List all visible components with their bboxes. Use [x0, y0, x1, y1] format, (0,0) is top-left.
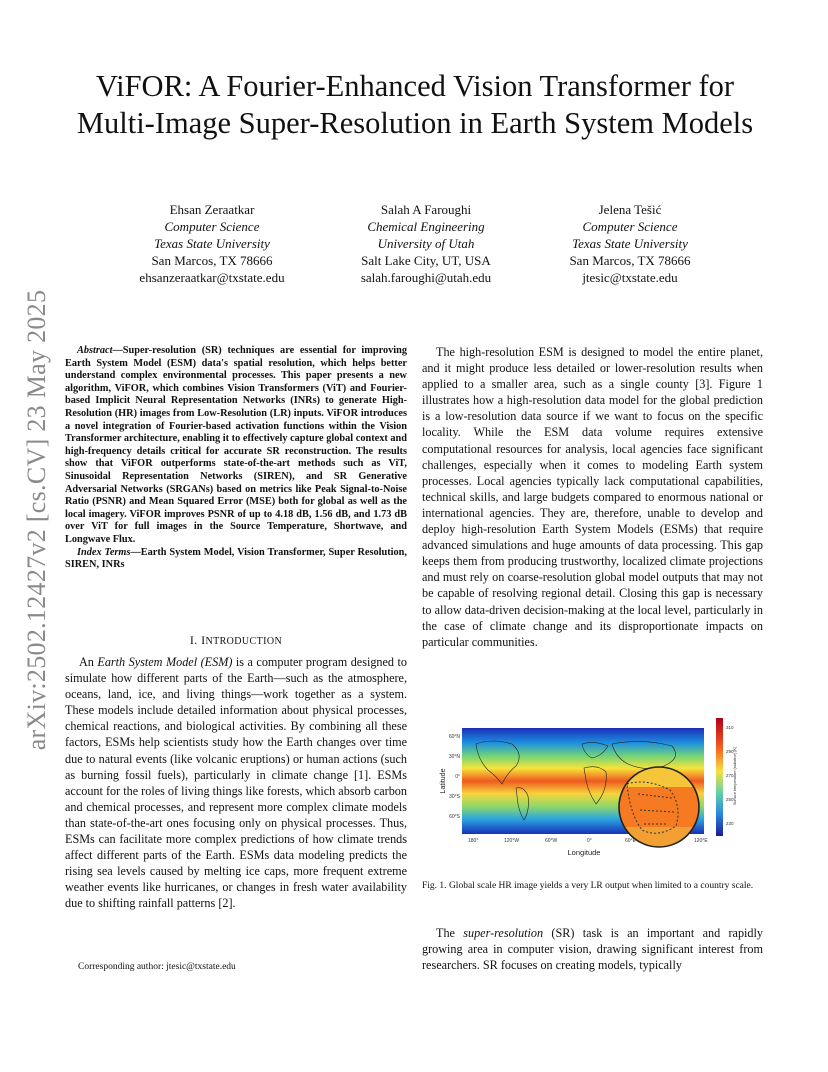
figure-1 [432, 714, 737, 860]
author-name: Salah A Faroughi [380, 202, 472, 217]
section-number: I. [189, 633, 198, 647]
lat-tick: 60°S [449, 814, 460, 820]
lat-tick: 60°N [448, 734, 460, 740]
figure-ylabel: Latitude [440, 768, 447, 794]
abstract-text: —Super-resolution (SR) techniques are essential for improving Earth System Model (ESM) data's spatial resolution, which helps better understand complex environmental processes. This paper presents a new algorithm, ViFOR, which combines Vision Transformers (ViT) and Fourier-based Implicit Neural Representation Networks (INRs) to generate High-Resolution (HR) images from Low-Resolution (LR) inputs. ViFOR introduces a novel integration of Fourier-based activation functions within the Vision Transformer architecture, enabling it to effectively capture global context and high-frequency details critical for accurate SR reconstruction. The results show that ViFOR outperforms state-of-the-art methods such as ViT, Sinusoidal Representation Networks (SIREN), and SR Generative Adversarial Networks (SRGANs) based on metrics like Peak Signal-to-Noise Ratio (PSNR) and Mean Squared Error (MSE) both for global as well as the local imagery. ViFOR improves PSNR of up to 4.18 dB, 1.56 dB, and 1.73 dB over ViT for full images in the Source Temperature, Shortwave, and Longwave Flux. [65, 345, 407, 545]
lon-tick: 180° [468, 838, 479, 844]
abstract [65, 345, 407, 572]
right-paragraph-text: The high-resolution ESM is designed to model the entire planet, and it might produce less detailed or lower-resolution results when applied to a smaller area, such as a single county [3]. Figure 1 illustrates how a high-resolution data model for the global prediction is a low-resolution data source if we want to focus on the specific locality. While the ESM data volume requires extensive computational resources for analysis, local agencies face significant challenges, especially when it comes to modeling Earth system processes. Local agencies typically lack computational capabilities, technical skills, and large budgets compared to enormous national or international agencies. They are, therefore, unable to develop and deploy high-resolution Earth System Models (ESMs) that require advanced simulations and huge amounts of data processing. This gap keeps them from producing trustworthy, localized climate projections and must rely on coarse-resolution global model outputs that may not be capable of resolving regional detail. Closing this gap is necessary to allow data-driven decision-making at the local level, particularly in the case of climate change and its disproportionate impacts on particular communities. [422, 345, 763, 649]
cbar-tick: 230 [726, 821, 734, 826]
figure-caption [422, 880, 763, 892]
section-heading [65, 633, 407, 648]
author-org: University of Utah [377, 236, 475, 251]
author-city: Salt Lake City, UT, USA [361, 253, 491, 268]
sr-term: super-resolution [463, 926, 544, 940]
author-1 [92, 201, 332, 286]
footnote: Corresponding author: jtesic@txstate.edu [78, 962, 236, 972]
lat-tick: 30°S [449, 794, 460, 800]
author-org: Texas State University [154, 236, 270, 251]
author-email: salah.faroughi@utah.edu [360, 270, 492, 285]
arxiv-side-stamp [22, 280, 52, 760]
lat-tick: 0° [455, 774, 460, 780]
caption-label: Fig. 1. [422, 881, 447, 891]
lon-tick: 120°W [504, 838, 520, 844]
lon-tick: 0° [587, 838, 592, 844]
author-email: jtesic@txstate.edu [582, 270, 678, 285]
index-terms-text: —Earth System Model, Vision Transformer, Super Resolution, SIREN, INRs [65, 546, 407, 571]
section-first-letter: I [201, 633, 206, 647]
arxiv-id: arXiv:2502.12427v2 [cs.CV] 23 May 2025 [22, 289, 51, 751]
cbar-tick: 270 [726, 773, 734, 778]
author-name: Ehsan Zeraatkar [169, 202, 255, 217]
lat-tick: 30°N [448, 754, 460, 760]
cbar-tick: 290 [726, 749, 734, 754]
colorbar [716, 718, 723, 836]
author-3 [510, 201, 750, 286]
sr-lead: The [436, 926, 464, 940]
author-city: San Marcos, TX 78666 [151, 253, 273, 268]
author-dept: Chemical Engineering [367, 219, 485, 234]
intro-lead: An [79, 655, 98, 669]
figure-xlabel: Longitude [567, 848, 601, 857]
lon-tick: 120°E [694, 838, 708, 844]
abstract-label: Abstract [77, 345, 113, 356]
zoom-lens [619, 767, 699, 847]
author-dept: Computer Science [582, 219, 678, 234]
author-dept: Computer Science [164, 219, 260, 234]
sr-paragraph [422, 925, 763, 973]
lon-tick: 60°W [545, 838, 558, 844]
intro-text: is a computer program designed to simulate how different parts of the Earth—such as the atmosphere, oceans, land, ice, and living things—work together as a system. These models include detailed information about physical processes, chemical reactions, and biological activities. By combining all these factors, ESMs help scientists study how the Earth changes over time due to natural events (like volcanic eruptions) or human actions (such as burning fossil fuels), particularly in climate change [1]. ESMs account for the roles of living things like forests, which absorb carbon and chemical processes, and represent more complex climate models than state-of-the-art ones focusing only on physical processes. Thus, ESMs can facilitate more complex predictions of how climate trends affect different parts of the Earth. ESMs data modeling predicts the rising sea levels caused by melting ice caps, more frequent extreme weather events like hurricanes, or changes in fresh water availability due to shifting rainfall patterns [2]. [65, 655, 407, 911]
right-paragraph [422, 344, 763, 650]
cbar-label: Surface temperature (radiative) [K] [733, 746, 737, 806]
intro-term: Earth System Model (ESM) [97, 655, 233, 669]
author-city: San Marcos, TX 78666 [569, 253, 691, 268]
index-terms-label: Index Terms [77, 546, 131, 558]
author-name: Jelena Tešić [598, 202, 662, 217]
paper-title: ViFOR: A Fourier-Enhanced Vision Transformer for Multi-Image Super-Resolution in Earth System Models [76, 69, 754, 140]
section-rest: NTRODUCTION [205, 636, 283, 647]
sr-text: (SR) task is an important and rapidly growing area in computer vision, drawing significant interest from researchers. SR focuses on creating models, typically [422, 926, 763, 973]
caption-text: Global scale HR image yields a very LR output when limited to a country scale. [448, 881, 754, 891]
lon-tick: 60°E [625, 838, 636, 844]
author-email: ehsanzeraatkar@txstate.edu [139, 270, 285, 285]
intro-paragraph [65, 654, 407, 912]
cbar-tick: 310 [726, 725, 734, 730]
cbar-tick: 250 [726, 797, 734, 802]
author-org: Texas State University [572, 236, 688, 251]
